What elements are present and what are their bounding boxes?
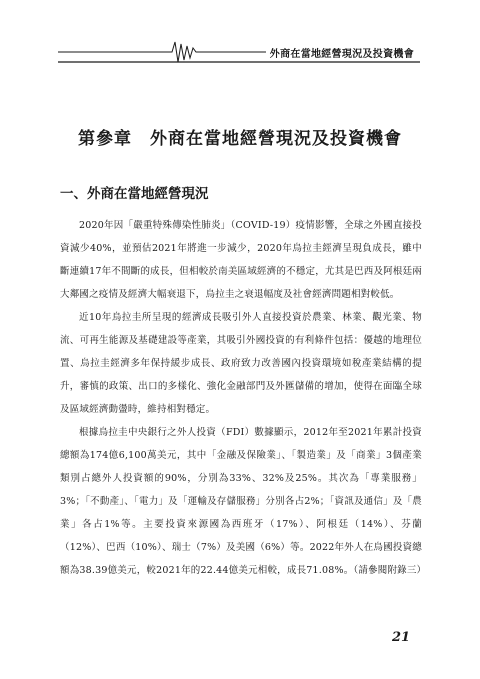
section-title: 一、外商在當地經營現況 [60,186,209,202]
paragraph: 2020年因「嚴重特殊傳染性肺炎」（COVID-19）疫情影響，全球之外國直接投資減少40%，並預估2021年將進一步減少，2020年烏拉圭經濟呈現負成長，雖中斷連續17年不間斷的成長，但相較於南美區域經濟的不穩定，尤其是巴西及阿根廷兩大鄰國之疫情及經濟大幅衰退下，烏拉圭之衰退幅度及社會經濟問題相對較低。 [60,220,422,300]
chapter-title: 第參章 外商在當地經營現況及投資機會 [78,129,402,149]
paragraph: 根據烏拉圭中央銀行之外人投資（FDI）數據顯示，2012年至2021年累計投資總額為174億6,100萬美元，其中「金融及保險業」、「製造業」及「商業」3個產業類別占總外人投資額的90%，分別為33%、32%及25%。其次為「專業服務」3%；「不動產」、「電力」及「運輸及存儲服務」分別各占2%；「資訊及通信」及「農業」各占1%等。主要投資來源國為西班牙（17%）、阿根廷（14%）、芬蘭（12%）、巴西（10%）、瑞士（7%）及美國（6%）等。2022年外人在烏國投資總額為38.39億美元，較2021年的22.44億美元相較，成長71.08%。（請參閱附錄三） [60,427,427,576]
page-number: 21 [392,630,411,645]
body-text [60,214,427,582]
paragraph: 近10年烏拉圭所呈現的經濟成長吸引外人直接投資於農業、林業、觀光業、物流、可再生能源及基礎建設等產業，其吸引外國投資的有利條件包括：優越的地理位置、烏拉圭經濟多年保持緩步成長、政府致力改善國內投資環境如稅產業結構的提升，審慎的政策、出口的多樣化、強化金融部門及外匯儲備的增加，使得在面臨全球及區域經濟動盪時，維持相對穩定。 [60,312,422,415]
running-header [58,38,420,68]
header-title: 外商在當地經營現況及投資機會 [269,49,414,60]
